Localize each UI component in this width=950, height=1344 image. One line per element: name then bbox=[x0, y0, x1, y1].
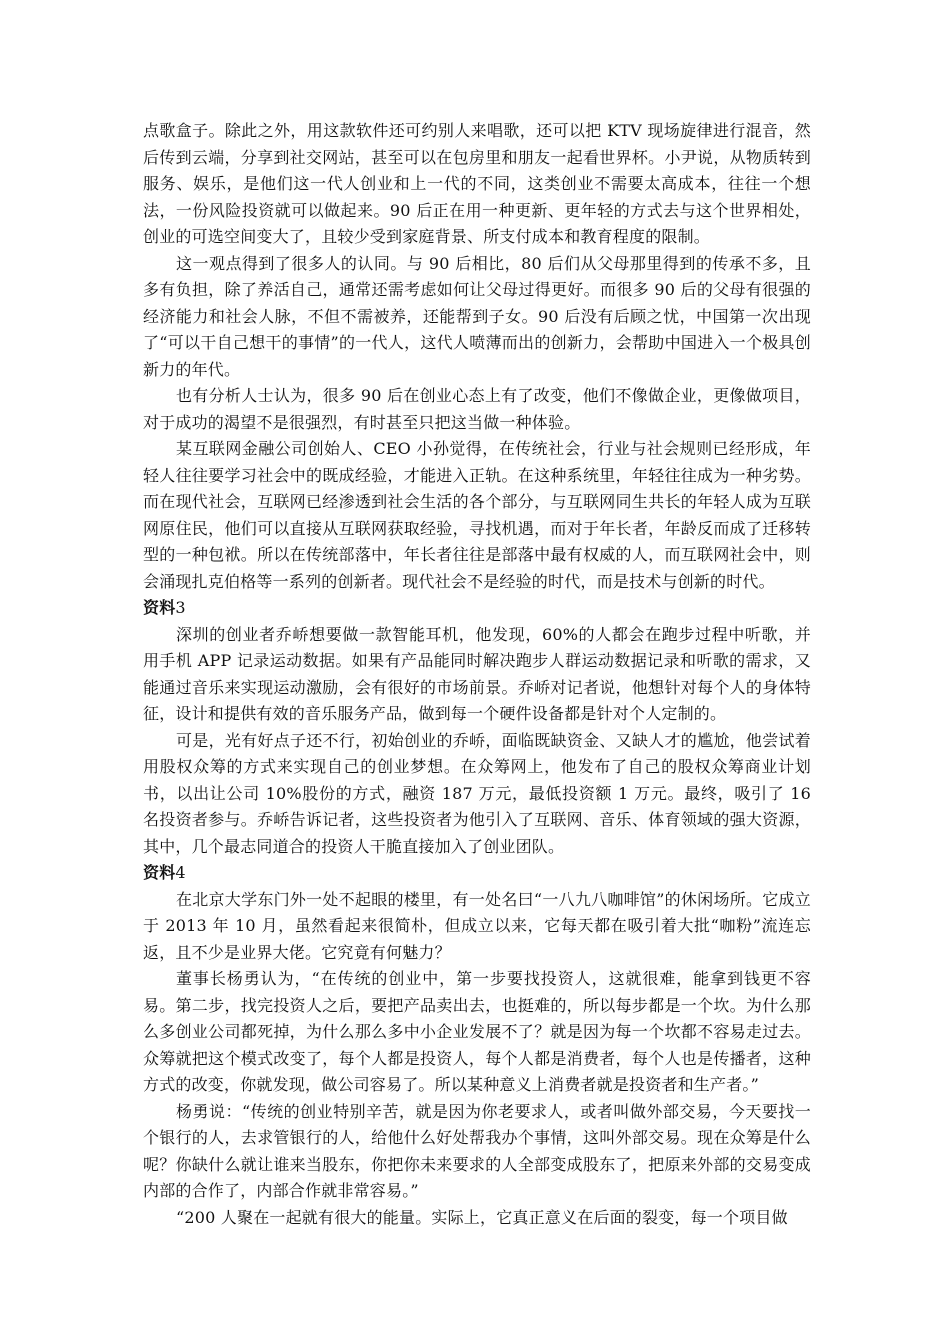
section-heading-material-4 bbox=[143, 860, 811, 887]
section-heading-label: 资料 bbox=[143, 598, 176, 617]
paragraph: 在北京大学东门外一处不起眼的楼里，有一处名曰“一八九八咖啡馆”的休闲场所。它成立于 2013 年 10 月，虽然看起来很简朴，但成立以来，它每天都在吸引着大批“咖粉”流连忘返，且不少是业界大佬。它究竟有何魅力？ bbox=[143, 889, 811, 962]
paragraph: 董事长杨勇认为，“在传统的创业中，第一步要找投资人，这就很难，能拿到钱更不容易。第二步，找完投资人之后，要把产品卖出去，也挺难的，所以每步都是一个坎。为什么那么多创业公司都死掉，为什么那么多中小企业发展不了？就是因为每一个坎都不容易走过去。众筹就把这个模式改变了，每个人都是投资人，每个人都是消费者，每个人也是传播者，这种方式的改变，你就发现，做公司容易了。所以某种意义上消费者就是投资者和生产者。” bbox=[143, 969, 811, 1094]
section-heading-material-3 bbox=[143, 595, 811, 622]
paragraph: 这一观点得到了很多人的认同。与 90 后相比，80 后们从父母那里得到的传承不多，且多有负担，除了养活自己，通常还需考虑如何让父母过得更好。而很多 90 后的父母有很强的经济能力和社会人脉，不但不需被养，还能帮到子女。90 后没有后顾之忧，中国第一次出现了“可以干自己想干的事情”的一代人，这代人喷薄而出的创新力，会帮助中国进入一个极具创新力的年代。 bbox=[143, 253, 811, 379]
paragraph: 点歌盒子。除此之外，用这款软件还可约别人来唱歌，还可以把 KTV 现场旋律进行混音，然后传到云端，分享到社交网站，甚至可以在包房里和朋友一起看世界杯。小尹说，从物质转到服务、娱乐，是他们这一代人创业和上一代的不同，这类创业不需要太高成本，往往一个想法，一份风险投资就可以做起来。90 后正在用一种更新、更年轻的方式去与这个世界相处，创业的可选空间变大了，且较少受到家庭背景、所支付成本和教育程度的限制。 bbox=[143, 121, 811, 246]
section-heading-number: 4 bbox=[175, 863, 186, 882]
paragraph: 也有分析人士认为，很多 90 后在创业心态上有了改变，他们不像做企业，更像做项目，对于成功的渴望不是很强烈，有时甚至只把这当做一种体验。 bbox=[143, 386, 811, 432]
paragraph: 某互联网金融公司创始人、CEO 小孙觉得，在传统社会，行业与社会规则已经形成，年轻人往往要学习社会中的既成经验，才能进入正轨。在这种系统里，年轻往往成为一种劣势。而在现代社会，互联网已经渗透到社会生活的各个部分，与互联网同生共长的年轻人成为互联网原住民，他们可以直接从互联网获取经验，寻找机遇，而对于年长者，年龄反而成了迁移转型的一种包袱。所以在传统部落中，年长者往往是部落中最有权威的人，而互联网社会中，则会涌现扎克伯格等一系列的创新者。现代社会不是经验的时代，而是技术与创新的时代。 bbox=[143, 439, 811, 591]
section-heading-number: 3 bbox=[175, 598, 186, 617]
paragraph: 杨勇说：“传统的创业特别辛苦，就是因为你老要求人，或者叫做外部交易，今天要找一个银行的人，去求管银行的人，给他什么好处帮我办个事情，这叫外部交易。现在众筹是什么呢？你缺什么就让谁来当股东，你把你未来要求的人全部变成股东了，把原来外部的交易变成内部的合作了，内部合作就非常容易。” bbox=[143, 1101, 811, 1200]
document-page bbox=[143, 118, 811, 1231]
paragraph: “200 人聚在一起就有很大的能量。实际上，它真正意义在后面的裂变，每一个项目做 bbox=[176, 1207, 788, 1227]
paragraph: 可是，光有好点子还不行，初始创业的乔峤，面临既缺资金、又缺人才的尴尬，他尝试着用股权众筹的方式来实现自己的创业梦想。在众筹网上，他发布了自己的股权众筹商业计划书，以出让公司 10%股份的方式，融资 187 万元，最低投资额 1 万元。最终，吸引了 16 名投资者参与。乔峤告诉记者，这些投资者为他引入了互联网、音乐、体育领域的强大资源，其中，几个最志同道合的投资人干脆直接加入了创业团队。 bbox=[143, 730, 811, 856]
section-heading-label: 资料 bbox=[143, 863, 176, 882]
paragraph: 深圳的创业者乔峤想要做一款智能耳机，他发现，60%的人都会在跑步过程中听歌，并用手机 APP 记录运动数据。如果有产品能同时解决跑步人群运动数据记录和听歌的需求，又能通过音乐来实现运动激励，会有很好的市场前景。乔峤对记者说，他想针对每个人的身体特征，设计和提供有效的音乐服务产品，做到每一个硬件设备都是针对个人定制的。 bbox=[143, 624, 811, 723]
